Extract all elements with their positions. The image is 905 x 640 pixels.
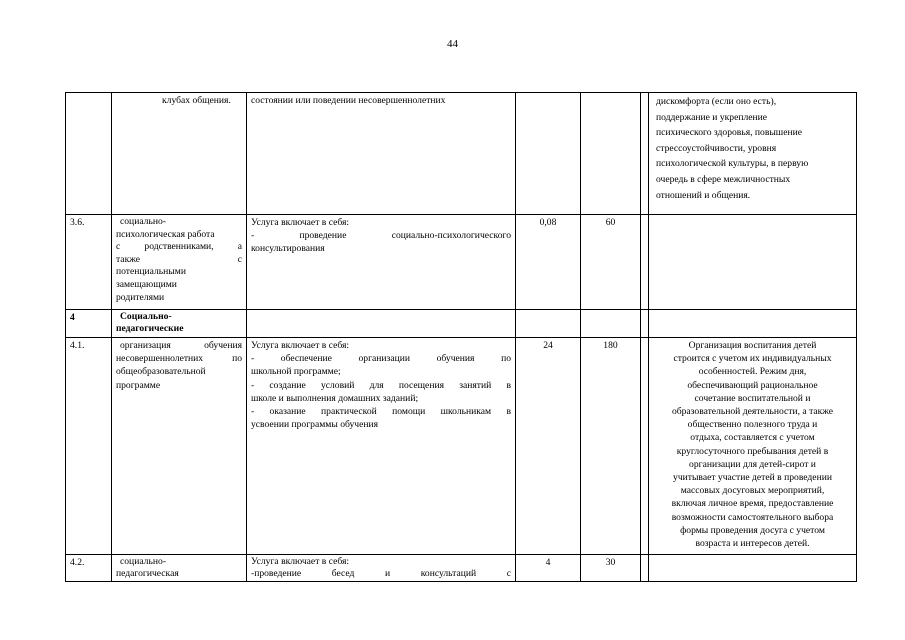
table-row xyxy=(66,338,857,555)
service-name-line: организация обучения xyxy=(120,340,242,351)
note-cell xyxy=(649,93,857,215)
note-line: психического здоровья, повышение xyxy=(656,127,802,139)
service-name-cell xyxy=(112,338,247,555)
service-name-line: несовершеннолетних по xyxy=(116,353,242,365)
service-description-line: школьной программе; xyxy=(251,366,341,378)
service-description-line: консультирования xyxy=(251,243,325,255)
service-description-cell xyxy=(247,555,516,582)
note-cell xyxy=(649,555,857,582)
empty-cell xyxy=(641,93,649,215)
service-name-line: общеобразовательной xyxy=(116,366,206,378)
table-row xyxy=(66,555,857,582)
empty-cell xyxy=(247,310,516,338)
service-name-line: социально- xyxy=(120,556,166,567)
note-line: круглосуточного пребывания детей в xyxy=(676,445,829,457)
empty-cell xyxy=(581,310,641,338)
note-line: возможности самостоятельного выбора xyxy=(671,511,834,523)
table-row xyxy=(66,93,857,215)
service-description-line: усвоении программы обучения xyxy=(251,419,379,431)
note-cell xyxy=(649,215,857,310)
service-description-line: Услуга включает в себя: xyxy=(251,556,350,567)
section-name-cell xyxy=(112,310,247,338)
note-line: дискомфорта (если оно есть), xyxy=(656,96,777,107)
note-line: очередь в сфере межличностных xyxy=(656,173,791,185)
row-number-cell xyxy=(66,93,112,215)
service-description-line: Услуга включает в себя: xyxy=(251,340,350,351)
value-1-cell: 24 xyxy=(516,338,581,555)
service-description-line: - создание условий для посещения занятий в xyxy=(251,379,511,391)
empty-cell xyxy=(641,215,649,310)
value-2-cell: 60 xyxy=(581,215,641,310)
service-description-cell xyxy=(247,338,516,555)
service-description-line: -проведение бесед и консультаций с xyxy=(251,568,511,579)
note-line: формы проведения досуга с учетом xyxy=(680,524,825,536)
note-line: обеспечивающий рациональное xyxy=(687,379,818,391)
note-line: сочетание воспитательной и xyxy=(694,392,811,404)
section-number-cell: 4 xyxy=(66,310,112,338)
service-description-cell xyxy=(247,215,516,310)
note-line: психологической культуры, в первую xyxy=(656,158,809,170)
row-number-cell: 4.2. xyxy=(66,555,112,582)
note-line: общественно полезного труда и xyxy=(687,419,818,431)
value-2-cell: 30 xyxy=(581,555,641,582)
service-description-line: - оказание практической помощи школьникам в xyxy=(251,406,511,418)
note-line: отношений и общения. xyxy=(656,189,751,201)
note-line: стрессоустойчивости, уровня xyxy=(656,142,777,154)
note-line: строится с учетом их индивидуальных xyxy=(673,353,832,365)
note-line: включая личное время, предоставление xyxy=(671,498,834,510)
note-line: Организация воспитания детей xyxy=(688,340,817,351)
service-name-line: социально- xyxy=(120,216,166,227)
service-description-line: Услуга включает в себя: xyxy=(251,217,350,228)
service-name-cell xyxy=(112,555,247,582)
note-line: возраста и интересов детей. xyxy=(695,538,810,550)
service-name-line: с родственниками, а xyxy=(116,241,242,253)
section-name-line: Социально- xyxy=(120,311,172,322)
note-line: образовательной деятельности, а также xyxy=(671,406,834,418)
row-number-cell: 3.6. xyxy=(66,215,112,310)
page-number: 44 xyxy=(447,38,458,50)
service-description-line: школе и выполнения домашних заданий; xyxy=(251,392,419,404)
service-name-line: потенциальными xyxy=(116,266,186,278)
empty-cell xyxy=(641,555,649,582)
service-name-line: психологическая работа xyxy=(116,228,215,240)
section-name-line: педагогические xyxy=(116,323,184,334)
empty-cell xyxy=(641,338,649,555)
note-cell xyxy=(649,338,857,555)
services-table xyxy=(65,92,857,582)
service-name-cell xyxy=(112,215,247,310)
service-name-cell xyxy=(112,93,247,215)
note-line: поддержание и укрепление xyxy=(656,111,768,123)
empty-cell xyxy=(649,310,857,338)
value-1-cell xyxy=(516,93,581,215)
note-line: отдыха, составляется с учетом xyxy=(690,432,815,444)
service-name-line: замещающими xyxy=(116,278,177,290)
empty-cell xyxy=(641,310,649,338)
service-name-line: программе xyxy=(116,379,161,391)
note-line: организации для детей-сирот и xyxy=(689,458,816,470)
service-description-cell xyxy=(247,93,516,215)
service-description-line: - проведение социально-психологического xyxy=(251,230,511,242)
service-description-line: - обеспечение организации обучения по xyxy=(251,353,511,365)
empty-cell xyxy=(516,310,581,338)
table-row xyxy=(66,310,857,338)
service-name-line: педагогическая xyxy=(116,568,179,579)
service-name-line: родителями xyxy=(116,291,165,303)
service-description-line: состоянии или поведении несовершеннолетних xyxy=(251,95,446,106)
table-row xyxy=(66,215,857,310)
value-2-cell: 180 xyxy=(581,338,641,555)
value-1-cell: 4 xyxy=(516,555,581,582)
service-name-line: клубах общения. xyxy=(162,95,231,106)
value-2-cell xyxy=(581,93,641,215)
note-line: массовых досуговых мероприятий, xyxy=(680,485,825,497)
row-number-cell: 4.1. xyxy=(66,338,112,555)
value-1-cell: 0,08 xyxy=(516,215,581,310)
service-name-line: также с xyxy=(116,253,242,265)
note-line: учитывает участие детей в проведении xyxy=(673,472,832,484)
note-line: особенностей. Режим дня, xyxy=(698,366,807,378)
